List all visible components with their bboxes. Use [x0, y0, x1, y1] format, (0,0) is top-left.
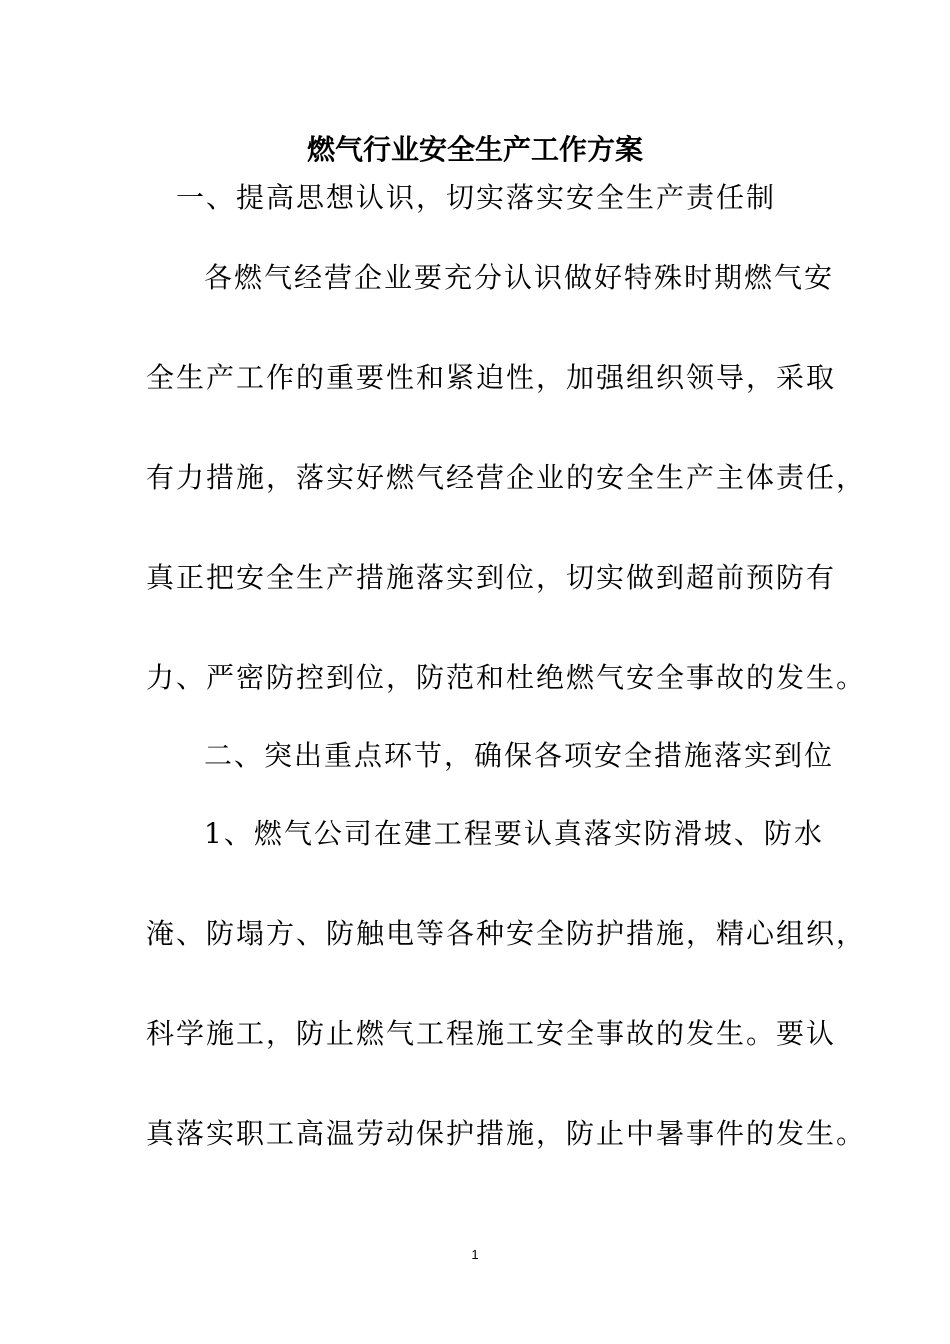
paragraph-2-line-3: 科学施工，防止燃气工程施工安全事故的发生。要认: [146, 1017, 837, 1050]
paragraph-1-line-1: 各燃气经营企业要充分认识做好特殊时期燃气安: [204, 261, 835, 294]
paragraph-1-line-5: 力、严密防控到位，防范和杜绝燃气安全事故的发生。: [146, 661, 867, 694]
paragraph-2-line-4: 真落实职工高温劳动保护措施，防止中暑事件的发生。: [146, 1117, 867, 1150]
paragraph-2-line-2: 淹、防塌方、防触电等各种安全防护措施，精心组织，: [146, 917, 867, 950]
paragraph-1-line-3: 有力措施，落实好燃气经营企业的安全生产主体责任，: [146, 461, 867, 494]
paragraph-2-line-1: 1、燃气公司在建工程要认真落实防滑坡、防水: [204, 817, 824, 850]
section-heading-2: 二、突出重点环节，确保各项安全措施落实到位: [204, 739, 835, 772]
paragraph-1-line-4: 真正把安全生产措施落实到位，切实做到超前预防有: [146, 561, 837, 594]
document-title: 燃气行业安全生产工作方案: [306, 133, 643, 166]
paragraph-1-line-2: 全生产工作的重要性和紧迫性，加强组织领导，采取: [146, 361, 837, 394]
page-number: 1: [471, 1247, 479, 1262]
section-heading-1: 一、提高思想认识，切实落实安全生产责任制: [176, 181, 777, 214]
